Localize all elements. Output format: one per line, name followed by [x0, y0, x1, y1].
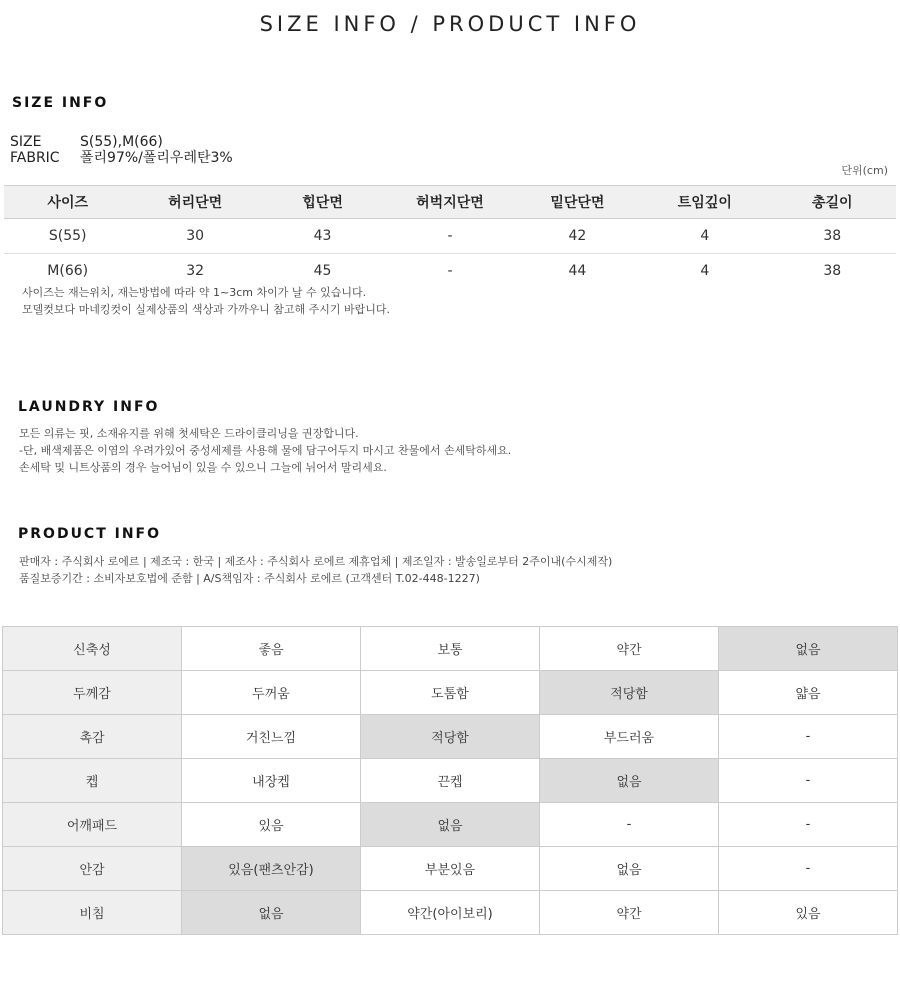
size-notes: [22, 284, 390, 318]
size-table-header: 허벅지단면: [386, 186, 513, 219]
size-label: SIZE: [10, 134, 42, 150]
attribute-option: 끈켑: [361, 759, 540, 803]
attribute-option: -: [719, 803, 898, 847]
attribute-row: [3, 715, 898, 759]
attribute-label: 비침: [3, 891, 182, 935]
fabric-value: 폴리97%/폴리우레탄3%: [80, 150, 233, 166]
attribute-option: 도톰함: [361, 671, 540, 715]
size-note-line: 사이즈는 재는위치, 재는방법에 따라 약 1~3cm 차이가 날 수 있습니다.: [22, 286, 367, 299]
attribute-option-selected: 없음: [361, 803, 540, 847]
table-cell: 4: [641, 219, 768, 254]
size-table-header: 힙단면: [259, 186, 386, 219]
attribute-option: 얇음: [719, 671, 898, 715]
unit-note: 단위(cm): [841, 164, 888, 177]
attribute-row: [3, 847, 898, 891]
attribute-option: -: [719, 847, 898, 891]
attribute-option: 부분있음: [361, 847, 540, 891]
attribute-option-selected: 적당함: [361, 715, 540, 759]
table-cell: 30: [131, 219, 258, 254]
fabric-spec: [10, 150, 233, 166]
laundry-line: -단, 배색제품은 이염의 우려가있어 중성세제를 사용해 물에 담구어두지 마시고 찬물에서 손세탁하세요.: [19, 444, 512, 457]
laundry-line: 모든 의류는 핏, 소재유지를 위해 첫세탁은 드라이클리닝을 권장합니다.: [19, 427, 359, 440]
size-table-header: 총길이: [769, 186, 896, 219]
attribute-label: 켑: [3, 759, 182, 803]
attribute-option-selected: 없음: [719, 627, 898, 671]
attribute-row: [3, 759, 898, 803]
table-row: [4, 219, 896, 254]
size-spec: [10, 134, 163, 150]
size-value: S(55),M(66): [80, 134, 163, 150]
table-cell: 32: [186, 263, 205, 279]
size-table: [4, 185, 896, 288]
attribute-label: 안감: [3, 847, 182, 891]
table-row: [4, 254, 896, 289]
attribute-label: 신축성: [3, 627, 182, 671]
attribute-option: 있음: [719, 891, 898, 935]
attribute-option: -: [540, 803, 719, 847]
size-info-heading: SIZE INFO: [12, 95, 109, 111]
attribute-option: 좋음: [182, 627, 361, 671]
table-cell: 38: [769, 219, 896, 254]
table-cell: 4: [700, 263, 710, 279]
page-title: SIZE INFO / PRODUCT INFO: [259, 12, 641, 36]
table-cell: 42: [514, 219, 641, 254]
attribute-option: -: [719, 759, 898, 803]
size-table-header: 트임깊이: [641, 186, 768, 219]
laundry-info-heading: LAUNDRY INFO: [18, 399, 160, 415]
table-cell: -: [447, 263, 453, 279]
attribute-option: 두꺼움: [182, 671, 361, 715]
attribute-option-selected: 없음: [182, 891, 361, 935]
attribute-option: 약간: [540, 891, 719, 935]
table-cell: 43: [259, 219, 386, 254]
attribute-option: 내장켑: [182, 759, 361, 803]
table-cell: -: [386, 219, 513, 254]
attribute-row: [3, 627, 898, 671]
table-cell: 45: [313, 263, 332, 279]
attribute-option: 약간(아이보리): [361, 891, 540, 935]
laundry-line: 손세탁 및 니트상품의 경우 늘어님이 있을 수 있으니 그늘에 뉘어서 말리세요.: [19, 461, 387, 474]
size-table-header-row: [4, 186, 896, 219]
attribute-option: 부드러움: [540, 715, 719, 759]
attribute-option: 보통: [361, 627, 540, 671]
laundry-notes: [19, 425, 511, 476]
attribute-option: 약간: [540, 627, 719, 671]
attribute-label: 촉감: [3, 715, 182, 759]
product-info-heading: PRODUCT INFO: [18, 526, 162, 542]
attribute-option: 있음: [182, 803, 361, 847]
size-table-header: 사이즈: [4, 186, 131, 219]
size-table-header: 허리단면: [131, 186, 258, 219]
attribute-option: -: [719, 715, 898, 759]
attribute-row: [3, 671, 898, 715]
attribute-row: [3, 803, 898, 847]
size-table-header: 밑단단면: [514, 186, 641, 219]
product-notes: [19, 553, 612, 587]
table-cell: S(55): [4, 219, 131, 254]
size-note-line: 모델컷보다 마네킹컷이 실제상품의 색상과 가까우니 참고해 주시기 바랍니다.: [22, 303, 391, 316]
attribute-option: 거친느낌: [182, 715, 361, 759]
attribute-row: [3, 891, 898, 935]
attribute-label: 어깨패드: [3, 803, 182, 847]
attribute-table: [2, 626, 898, 935]
attribute-option-selected: 있음(팬츠안감): [182, 847, 361, 891]
product-line: 품질보증기간 : 소비자보호법에 준함 | A/S책임자 : 주식회사 로에르 (고객센터 T.02-448-1227): [19, 572, 480, 585]
attribute-option-selected: 적당함: [540, 671, 719, 715]
fabric-label: FABRIC: [10, 150, 60, 166]
attribute-option: 없음: [540, 847, 719, 891]
table-cell: M(66): [47, 263, 89, 279]
attribute-label: 두께감: [3, 671, 182, 715]
attribute-option-selected: 없음: [540, 759, 719, 803]
table-cell: 44: [568, 263, 587, 279]
table-cell: 38: [823, 263, 842, 279]
product-line: 판매자 : 주식회사 로에르 | 제조국 : 한국 | 제조사 : 주식회사 로에르 제휴업체 | 제조일자 : 발송일로부터 2주이내(수시제작): [19, 555, 613, 568]
